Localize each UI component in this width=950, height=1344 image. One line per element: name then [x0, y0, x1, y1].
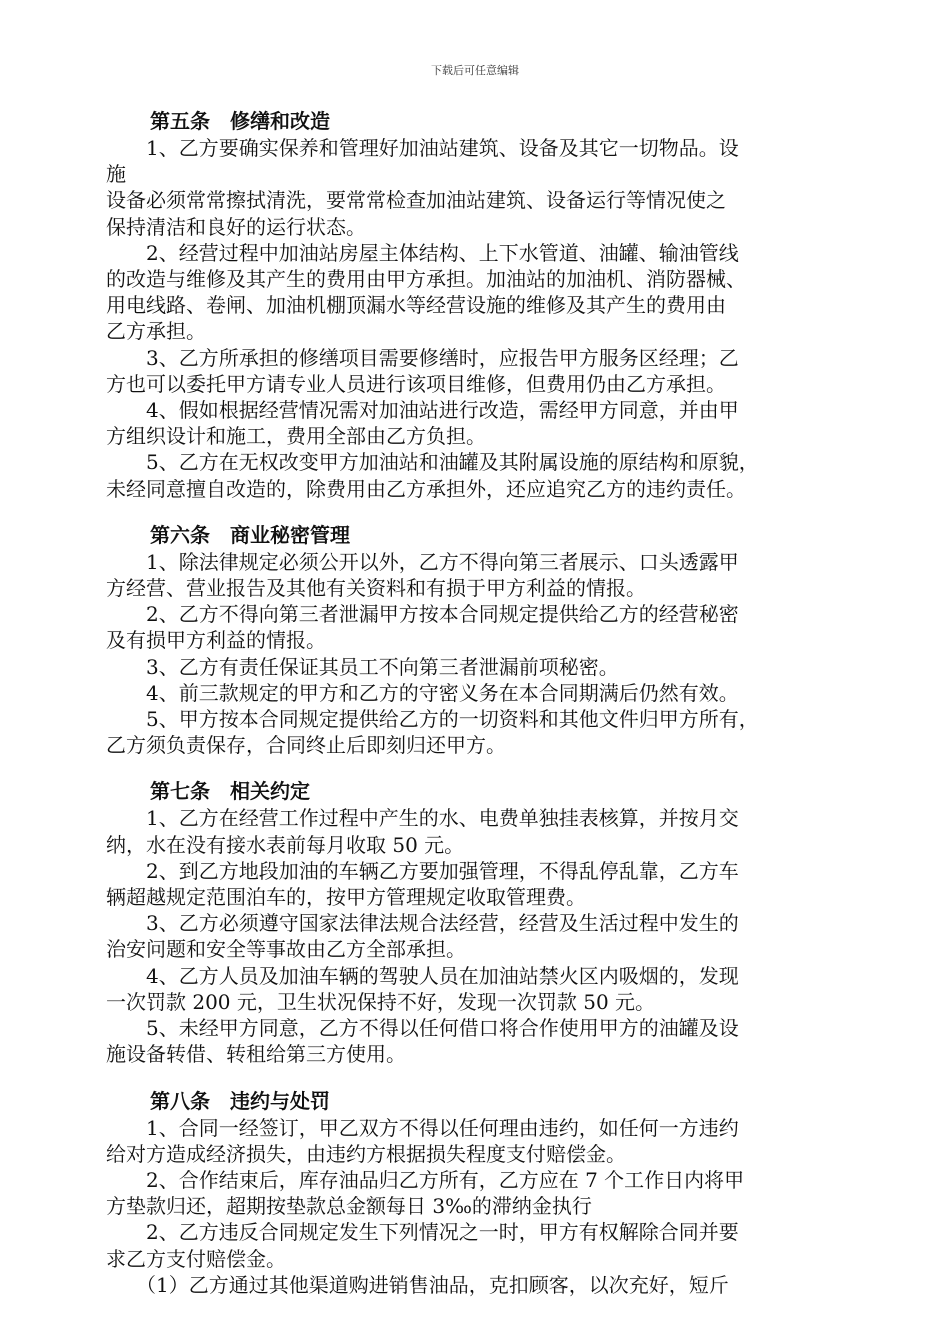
paragraph: 5、未经甲方同意，乙方不得以任何借口将合作使用甲方的油罐及设 施设备转借、转租给第三方使用。 — [106, 1016, 739, 1067]
paragraph: 2、经营过程中加油站房屋主体结构、上下水管道、油罐、输油管线 的改造与维修及其产生的费用由甲方承担。加油站的加油机、消防器械、 用电线路、卷闸、加油机棚顶漏水等经营设施的维修及其产生的费用由 乙方承担。 — [106, 240, 746, 344]
section-5 — [106, 108, 856, 502]
section-title: 第六条 商业秘密管理 — [150, 522, 350, 547]
paragraph: 3、乙方所承担的修缮项目需要修缮时，应报告甲方服务区经理；乙 方也可以委托甲方请专业人员进行该项目维修，但费用仍由乙方承担。 — [106, 345, 739, 396]
paragraph: 2、乙方不得向第三者泄漏甲方按本合同规定提供给乙方的经营秘密 及有损甲方利益的情报。 — [106, 602, 739, 653]
section-7 — [106, 778, 856, 1067]
paragraph: 1、除法律规定必须公开以外，乙方不得向第三者展示、口头透露甲 方经营、营业报告及其他有关资料和有损于甲方利益的情报。 — [106, 549, 739, 601]
paragraph: 5、甲方按本合同规定提供给乙方的一切资料和其他文件归甲方所有， 乙方须负责保存，合同终止后即刻归还甲方。 — [106, 707, 759, 758]
paragraph: （1）乙方通过其他渠道购进销售油品，克扣顾客，以次充好，短斤 — [106, 1272, 729, 1297]
page-header: 下载后可任意编辑 — [431, 64, 519, 77]
paragraph: 2、乙方违反合同规定发生下列情况之一时，甲方有权解除合同并要 求乙方支付赔偿金。 — [106, 1220, 739, 1271]
paragraph: 4、乙方人员及加油车辆的驾驶人员在加油站禁火区内吸烟的，发现 一次罚款 200 元，卫生状况保持不好，发现一次罚款 50 元。 — [106, 963, 739, 1014]
paragraph: 3、乙方必须遵守国家法律法规合法经营，经营及生活过程中发生的 治安问题和安全等事故由乙方全部承担。 — [106, 911, 739, 962]
paragraph: 2、到乙方地段加油的车辆乙方要加强管理，不得乱停乱靠，乙方车 辆超越规定范围泊车的，按甲方管理规定收取管理费。 — [106, 858, 739, 910]
paragraph: 5、乙方在无权改变甲方加油站和油罐及其附属设施的原结构和原貌， 未经同意擅自改造的，除费用由乙方承担外，还应追究乙方的违约责任。 — [106, 450, 759, 501]
paragraph: 1、乙方要确实保养和管理好加油站建筑、设备及其它一切物品。设 施 设备必须常常擦拭清洗，要常常检查加油站建筑、设备运行等情况使之 保持清洁和良好的运行状态。 — [106, 136, 739, 239]
paragraph: 4、假如根据经营情况需对加油站进行改造，需经甲方同意，并由甲 方组织设计和施工，费用全部由乙方负担。 — [106, 398, 739, 449]
section-8 — [106, 1088, 856, 1298]
section-title: 第五条 修缮和改造 — [150, 109, 330, 133]
section-title: 第七条 相关约定 — [150, 779, 310, 804]
section-6 — [106, 522, 856, 759]
section-title: 第八条 违约与处罚 — [150, 1088, 330, 1113]
paragraph: 2、合作结束后，库存油品归乙方所有，乙方应在 7 个工作日内将甲 方垫款归还，超期按垫款总金额每日 3‰的滞纳金执行 — [106, 1167, 745, 1219]
document-body — [106, 108, 856, 1298]
paragraph: 1、合同一经签订，甲乙双方不得以任何理由违约，如任何一方违约 给对方造成经济损失，由违约方根据损失程度支付赔偿金。 — [106, 1115, 739, 1166]
paragraph: 3、乙方有责任保证其员工不向第三者泄漏前项秘密。 — [106, 654, 619, 679]
paragraph: 4、前三款规定的甲方和乙方的守密义务在本合同期满后仍然有效。 — [106, 680, 739, 705]
paragraph: 1、乙方在经营工作过程中产生的水、电费单独挂表核算，并按月交 纳，水在没有接水表前每月收取 50 元。 — [106, 806, 739, 857]
